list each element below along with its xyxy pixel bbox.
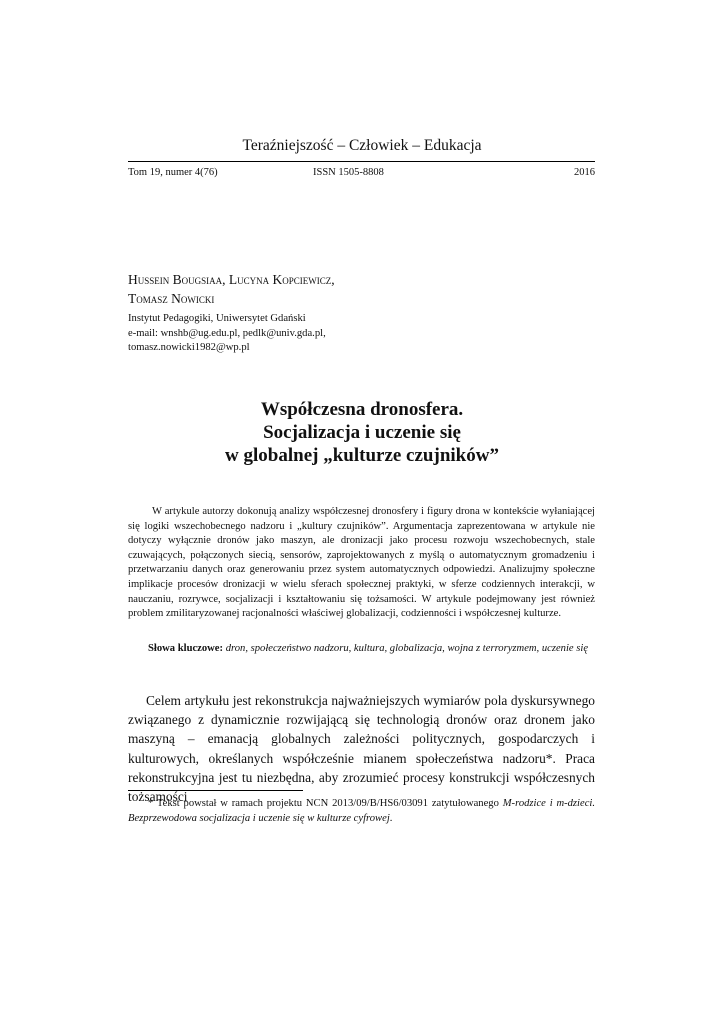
footnote-text: * Tekst powstał w ramach projektu NCN 2013/09/B/HS6/03091 zatytułowanego (148, 798, 503, 809)
authors-line-1: Hussein Bougsiaa, Lucyna Kopciewicz, (128, 272, 335, 287)
issn: ISSN 1505-8808 (313, 167, 384, 178)
title-line-1: Współczesna dronosfera. (260, 399, 464, 420)
header-rule (128, 161, 595, 162)
journal-title: Teraźniejszość – Człowiek – Edukacja (242, 137, 482, 154)
email-line-2: tomasz.nowicki1982@wp.pl (128, 342, 250, 353)
email-line-1: e-mail: wnshb@ug.edu.pl, pedlk@univ.gda.pl, (128, 327, 326, 339)
body-paragraph: Celem artykułu jest rekonstrukcja najważniejszych wymiarów pola dyskursywnego związanego z dynamicznie rozwijającą się technologią dronów oraz dronem jako maszyną – emanacją globalnych zależności politycznych, gospodarczych i kulturowych, określanych współcześnie mianem społeczeństwa nadzoru*. Praca rekonstrukcyjna jest tu niezbędna, aby zrozumieć procesy konstrukcji współczesnych tożsamości (128, 693, 595, 805)
keywords-label: Słowa kluczowe: (148, 643, 224, 654)
institute: Instytut Pedagogiki, Uniwersytet Gdański (128, 313, 306, 324)
year: 2016 (574, 167, 595, 178)
title-line-3: w globalnej „kulturze czujników” (225, 445, 499, 466)
keywords (148, 643, 588, 654)
footnote-project-title: M-rodzice i m-dzieci. Bezprzewodowa socjalizacja i uczenie się w kulturze cyfrowej (128, 798, 595, 824)
keywords-terms: dron, społeczeństwo nadzoru, kultura, globalizacja, wojna z terroryzmem, uczenie się (225, 643, 589, 654)
article-title (0, 398, 724, 467)
title-line-2: Socjalizacja i uczenie się (263, 422, 461, 443)
authors-line-2: Tomasz Nowicki (128, 291, 215, 306)
abstract: W artykule autorzy dokonują analizy współczesnej dronosfery i figury drona w kontekście wyłaniającej się logiki wszechobecnego nadzoru i „kultury czujników”. Argumentacja zaprezentowana w artykule nie dotyczy wyłącznie dronów jako maszyn, ale dronizacji jako procesu rozwoju wszechobecnych, stale czuwających, połączonych siecią, sensorów, zaprojektowanych z myślą o automatycznym gromadzeniu i przetwarzaniu danych oraz generowaniu przez system automatycznych odpowiedzi. Analizujmy społeczne implikacje procesów dronizacji w wielu sferach społecznej praktyki, w sferze codziennych interakcji, w nauczaniu, rozrywce, socjalizacji i kształtowaniu się tożsamości. W artykule podejmowany jest również problem zmilitaryzowanej racjonalności właściwej globalizacji, codzienności i współczesnej kulturze. (128, 506, 595, 620)
footnote-end: . (389, 812, 393, 824)
volume-number: Tom 19, numer 4(76) (128, 167, 218, 178)
author-list (128, 270, 458, 308)
footnote (128, 797, 595, 826)
footnote-rule (128, 790, 303, 791)
affiliation (128, 312, 326, 356)
